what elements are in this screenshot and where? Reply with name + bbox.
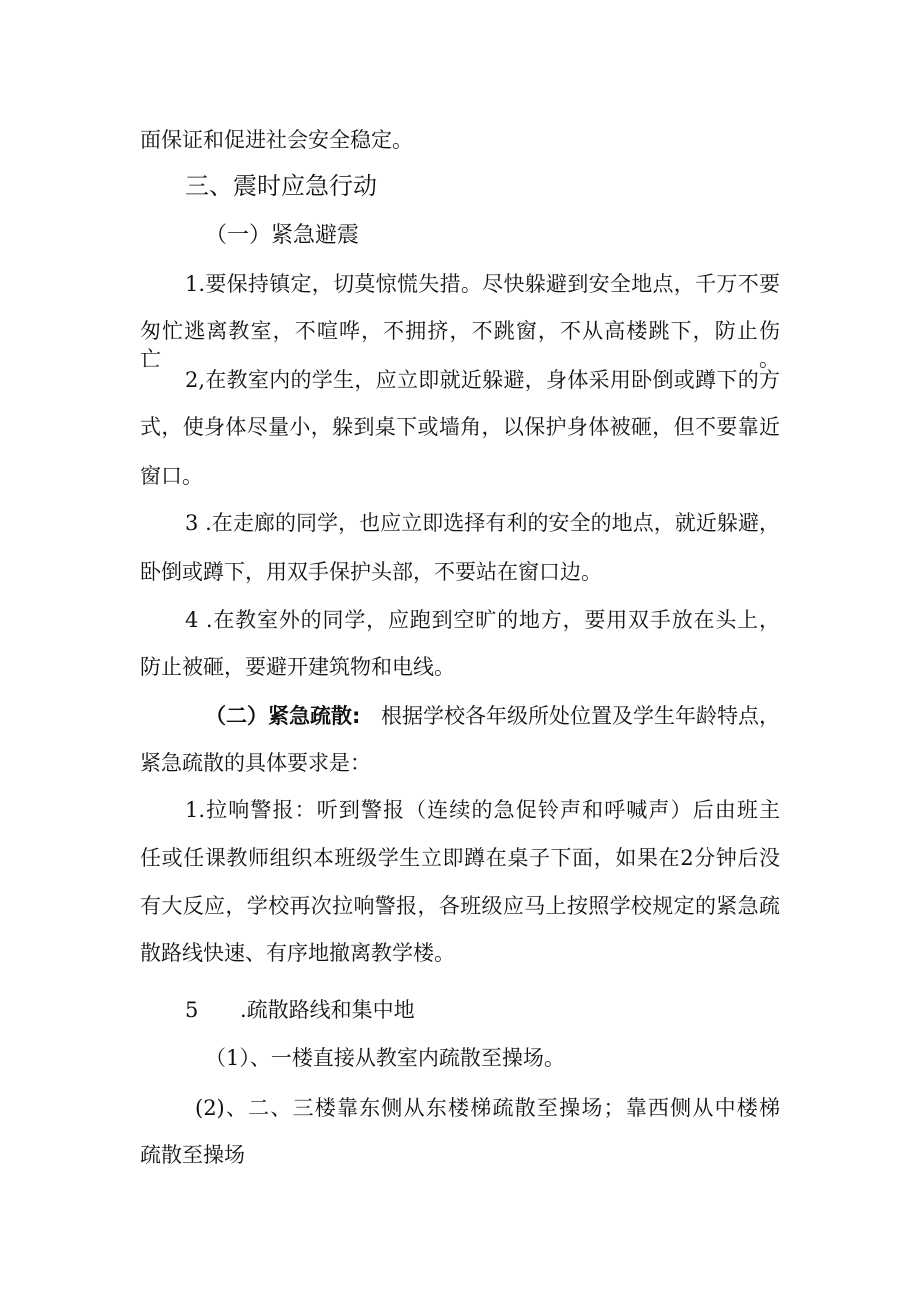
paragraph-line: 防止被砸，要避开建筑物和电线。 — [140, 655, 455, 679]
paragraph-line: 面保证和促进社会安全稳定。 — [140, 128, 413, 152]
list-number: 5 — [185, 998, 199, 1022]
paragraph-line: 有大反应，学校再次拉响警报，各班级应马上按照学校规定的紧急疏 — [140, 894, 780, 918]
paragraph-line: 4 .在教室外的同学，应跑到空旷的地方，要用双手放在头上， — [185, 608, 780, 632]
paragraph-line: 紧急疏散的具体要求是： — [140, 751, 371, 775]
paragraph-line: .疏散路线和集中地 — [240, 998, 415, 1022]
paragraph-line: 3 .在走廊的同学，也应立即选择有利的安全的地点，就近躲避， — [185, 511, 780, 535]
paragraph-line: 1.要保持镇定，切莫惊慌失措。尽快躲避到安全地点，千万不要 — [185, 272, 780, 296]
paragraph-line: 式，使身体尽量小，躲到桌下或墙角，以保护身体被砸，但不要靠近 — [140, 415, 780, 439]
paragraph-line: 卧倒或蹲下，用双手保护头部，不要站在窗口边。 — [140, 560, 602, 584]
paragraph-line: 2,在教室内的学生，应立即就近躲避，身体采用卧倒或蹲下的方 — [185, 368, 780, 392]
subsection-heading: （一）紧急避震 — [205, 223, 360, 248]
paragraph-line: 窗口。 — [140, 464, 203, 488]
paragraph-line: 疏散至操场 — [140, 1143, 245, 1167]
paragraph-line: 匆忙逃离教室，不喧哗，不拥挤，不跳窗，不从高楼跳下，防止伤亡。 — [140, 319, 780, 371]
section-heading: 三、震时应急行动 — [185, 172, 377, 200]
paragraph-line — [205, 702, 780, 730]
subsection-label: （二）紧急疏散: — [205, 704, 361, 728]
paragraph-line: 任或任课教师组织本班级学生立即蹲在桌子下面，如果在2分钟后没 — [140, 846, 780, 870]
paragraph-line: 散路线快速、有序地撤离教学楼。 — [140, 941, 455, 965]
paragraph-line: 1.拉响警报：听到警报（连续的急促铃声和呼喊声）后由班主 — [185, 798, 780, 822]
subsection-text: 根据学校各年级所处位置及学生年龄特点， — [381, 704, 780, 728]
paragraph-line: (2)、二、三楼靠东侧从东楼梯疏散至操场；靠西侧从中楼梯 — [195, 1096, 780, 1120]
paragraph-line: （1）、一楼直接从教室内疏散至操场。 — [205, 1046, 565, 1070]
